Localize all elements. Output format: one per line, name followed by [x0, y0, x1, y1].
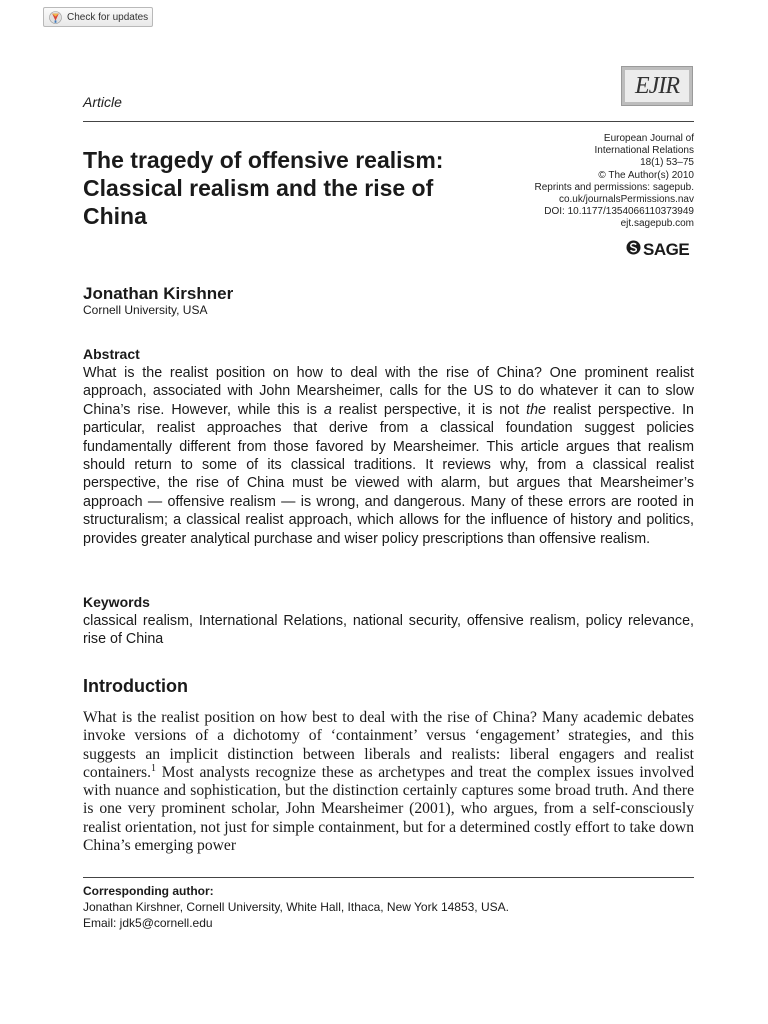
author-affiliation: Cornell University, USA — [83, 303, 208, 317]
sage-wordmark: SAGE — [643, 240, 690, 259]
abstract-text: What is the realist position on how to deal with the rise of China? One prominent realist approach, associated with John Mearsheimer, calls for the US to do whatever it can to slow China’s rise. However, while this is a realist perspective, it is not the realist perspective. In particular, realist approaches that derive from a classical foundation suggest policies fundamentally different from those favored by Mearsheimer. This article argues that realism should return to some of its classical traditions. It reviews why, from a classical realist perspective, the rise of China must be viewed with alarm, but argues that Mearsheimer’s approach — offensive realism — is wrong, and dangerous. Many of these errors are rooted in structuralism; a classical realist approach, which allows for the influence of history and politics, provides greater analytical purchase and wiser policy prescriptions than offensive realism. — [83, 365, 694, 547]
meta-line: 18(1) 53–75 — [640, 157, 694, 169]
corresponding-email[interactable]: Email: jdk5@cornell.edu — [83, 915, 213, 930]
check-for-updates-button[interactable] — [43, 7, 153, 27]
journal-website-link[interactable]: ejt.sagepub.com — [620, 218, 694, 230]
meta-line: Reprints and permissions: sagepub. — [534, 181, 694, 193]
corresponding-author-heading: Corresponding author: — [83, 884, 214, 898]
keywords-text: classical realism, International Relations, national security, offensive realism, policy relevance, rise of China — [83, 613, 694, 648]
meta-line: European Journal of — [603, 133, 694, 144]
abstract-heading: Abstract — [83, 346, 140, 362]
doi-link[interactable]: DOI: 10.1177/1354066110373949 — [544, 206, 694, 218]
meta-line: co.uk/journalsPermissions.nav — [558, 194, 694, 206]
footnote-reference[interactable]: 1 — [150, 762, 156, 774]
introduction-text: What is the realist position on how best to deal with the rise of China? Many academic debates invoke versions of a dichotomy of ‘containment’ versus ‘engagement’ strategies, and this suggests an implicit distinction between liberals and realists: liberal engagers and realist containers.$^1$ Most analysts recognize these as archetypes and treat the complex issues involved with nuance and sophistication, but the distinction certainly captures some broad truth. And there is one very prominent scholar, John Mearsheimer (2001), who argues, from a self-consciously realist orientation, not just for simple containment, but for a determined costly effort to take down China’s emerging power — [83, 709, 694, 855]
sage-publisher-logo — [626, 240, 689, 260]
corresponding-address: Jonathan Kirshner, Cornell University, White Hall, Ithaca, New York 14853, USA. — [83, 900, 509, 914]
keywords-heading: Keywords — [83, 594, 150, 610]
crossmark-icon — [49, 11, 62, 24]
author-name: Jonathan Kirshner — [83, 284, 234, 303]
article-type-label: Article — [83, 94, 122, 110]
article-title: The tragedy of offensive realism: Classical realism and the rise of China — [83, 147, 444, 229]
meta-line: © The Author(s) 2010 — [598, 169, 694, 181]
introduction-heading: Introduction — [83, 676, 188, 696]
journal-logo: EJIR — [621, 66, 693, 106]
header-divider — [83, 121, 694, 122]
footnote-divider — [83, 877, 694, 878]
check-for-updates-label: Check for updates — [67, 11, 149, 23]
meta-line: International Relations — [594, 145, 694, 157]
corresponding-author-details — [83, 900, 694, 931]
sage-s-icon — [626, 240, 641, 260]
journal-metadata — [468, 133, 694, 231]
